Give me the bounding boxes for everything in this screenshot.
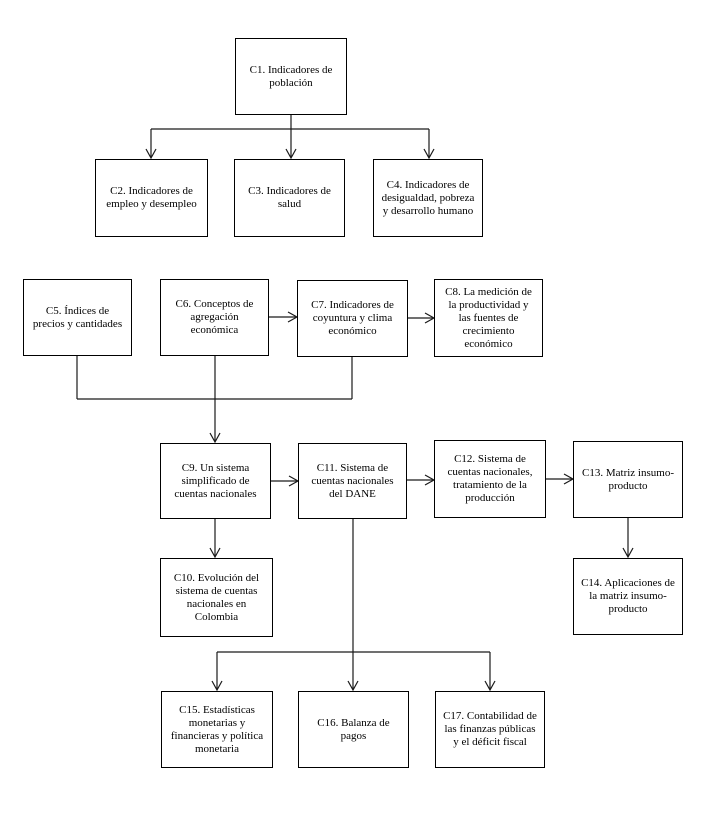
node-c2 <box>95 159 208 237</box>
node-c11 <box>298 443 407 519</box>
node-c5-label: C5. Índices de precios y cantidades <box>32 304 123 330</box>
edge-c6-to-c7 <box>269 312 297 322</box>
node-c12 <box>434 440 546 518</box>
node-c7 <box>297 280 408 357</box>
node-c17 <box>435 691 545 768</box>
node-c9 <box>160 443 271 519</box>
edge-c9-to-c11 <box>271 476 298 486</box>
node-c10 <box>160 558 273 637</box>
node-c4 <box>373 159 483 237</box>
node-c4-label: C4. Indicadores de desigualdad, pobreza y desarrollo humano <box>381 178 475 217</box>
node-c9-label: C9. Un sistema simplificado de cuentas nacionales <box>174 461 257 500</box>
node-c16 <box>298 691 409 768</box>
node-c12-label: C12. Sistema de cuentas nacionales, tratamiento de la producción <box>447 453 533 504</box>
node-c14 <box>573 558 683 635</box>
node-c1 <box>235 38 347 115</box>
node-c17-label: C17. Contabilidad de las finanzas públicas y el déficit fiscal <box>443 710 537 748</box>
edge-c11-to-c12 <box>407 475 434 485</box>
edge-c13-to-c14 <box>623 518 633 557</box>
edge-c7-to-c8 <box>408 313 434 323</box>
node-c7-label: C7. Indicadores de coyuntura y clima económico <box>311 299 394 337</box>
node-c8 <box>434 279 543 357</box>
edge-c9-to-c10 <box>210 519 220 557</box>
node-c15 <box>161 691 273 768</box>
node-c2-label: C2. Indicadores de empleo y desempleo <box>106 185 197 210</box>
node-c16-label: C16. Balanza de pagos <box>317 716 390 742</box>
node-c10-label: C10. Evolución del sistema de cuentas nacionales en Colombia <box>173 571 260 623</box>
node-c3 <box>234 159 345 237</box>
node-c8-label: C8. La medición de la productividad y las fuentes de crecimiento económico <box>445 285 532 350</box>
node-c1-label: C1. Indicadores de población <box>249 63 333 89</box>
node-c3-label: C3. Indicadores de salud <box>248 185 331 210</box>
node-c13-label: C13. Matriz insumo-producto <box>582 466 674 492</box>
node-c6 <box>160 279 269 356</box>
node-c6-label: C6. Conceptos de agregación económica <box>175 298 254 336</box>
edge-c1-to-c2-c3-c4 <box>146 115 434 158</box>
node-c13 <box>573 441 683 518</box>
edge-c12-to-c13 <box>546 474 573 484</box>
node-c11-label: C11. Sistema de cuentas nacionales del DANE <box>311 461 394 500</box>
node-c5 <box>23 279 132 356</box>
node-c15-label: C15. Estadísticas monetarias y financieras y política monetaria <box>170 703 264 755</box>
node-c14-label: C14. Aplicaciones de la matriz insumo-producto <box>581 577 675 615</box>
edge-c5-c6-c7-to-c9 <box>77 356 352 442</box>
